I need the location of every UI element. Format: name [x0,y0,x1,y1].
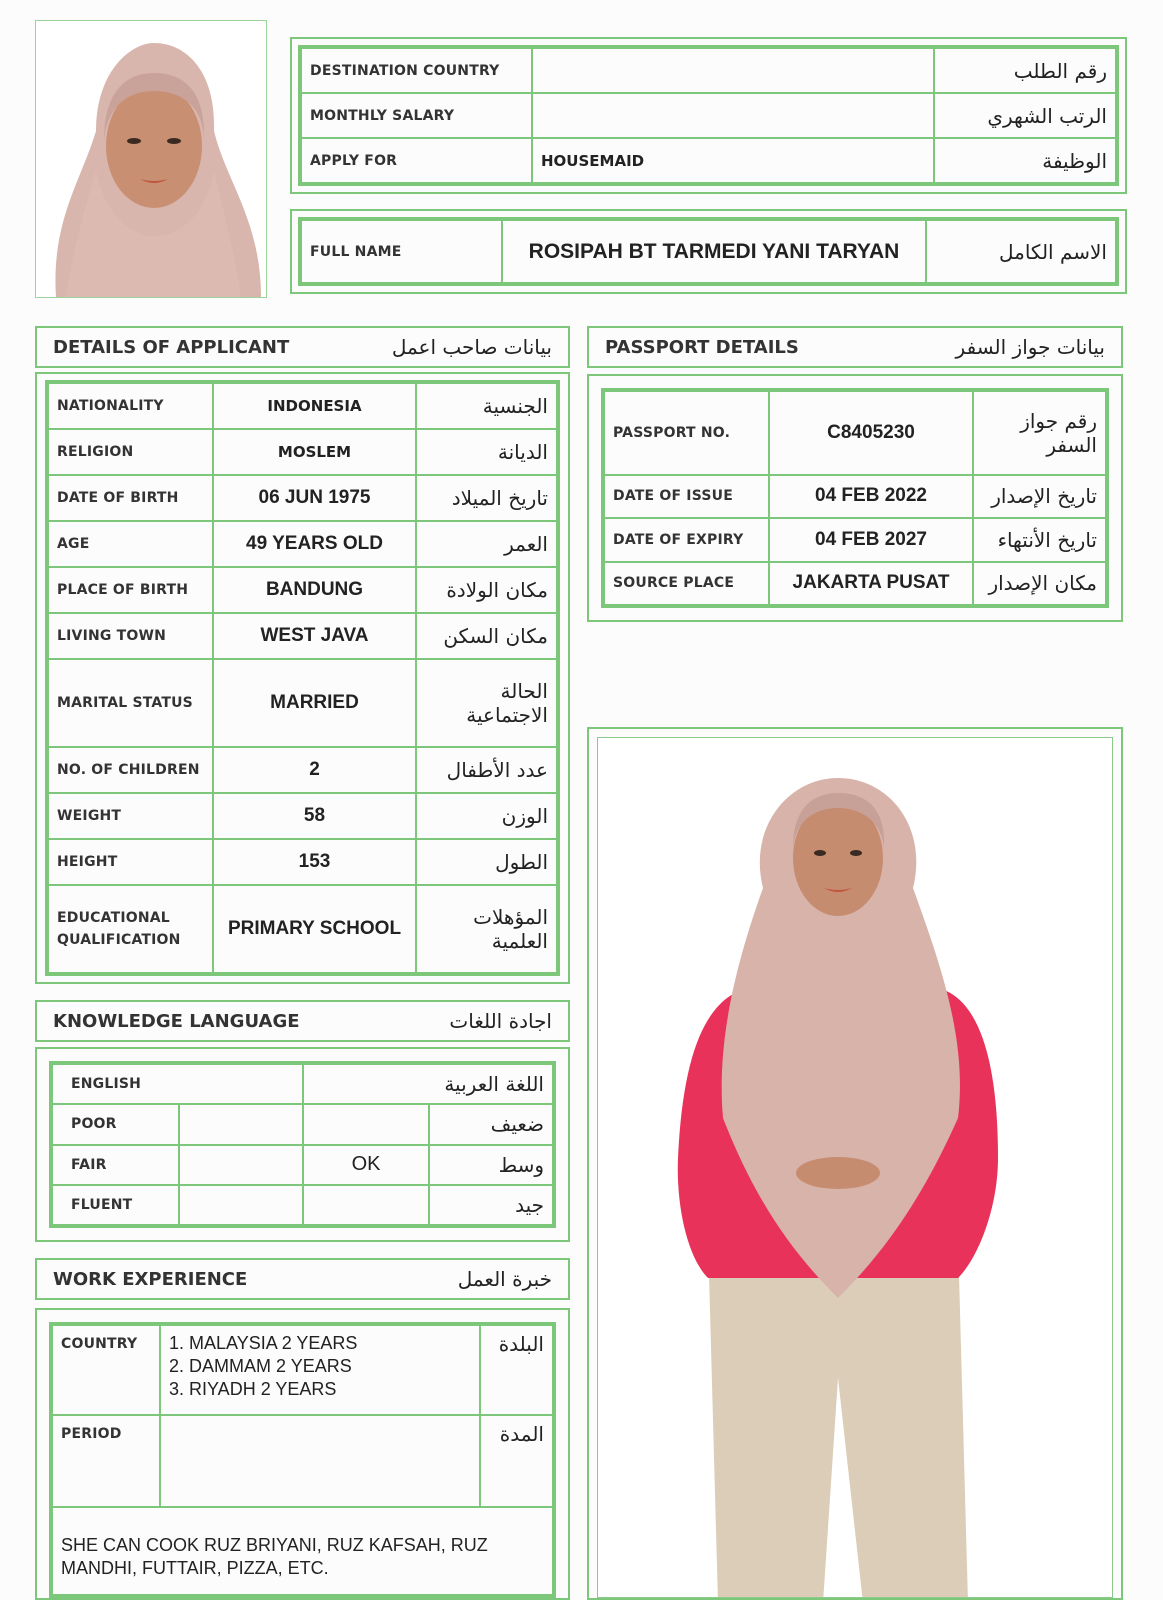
applicant-row [48,747,557,793]
dob-label: DATE OF BIRTH [48,475,213,521]
religion-label: RELIGION [48,429,213,475]
applicant-row [48,429,557,475]
fluent-label-ar: جيد [429,1185,553,1225]
job-info-frame [290,37,1127,194]
education-label-ar: المؤهلات العلمية [416,885,557,973]
nationality-value: INDONESIA [213,383,416,429]
religion-label-ar: الديانة [416,429,557,475]
dob-label-ar: تاريخ الميلاد [416,475,557,521]
cooking-note: SHE CAN COOK RUZ BRIYANI, RUZ KAFSAH, RUZ MANDHI, FUTTAIR, PIZZA, ETC. [52,1507,553,1595]
english-label: ENGLISH [52,1064,303,1104]
applicant-row [48,659,557,747]
fair-label: FAIR [52,1145,179,1185]
period-value [160,1415,480,1507]
passport-section-header [587,326,1123,368]
apply-for-value: HOUSEMAID [532,138,934,183]
applicant-section-title-ar: بيانات صاحب اعمل [391,335,552,359]
fluent-english-value [179,1185,303,1225]
education-value: PRIMARY SCHOOL [213,885,416,973]
country-item: 1. MALAYSIA 2 YEARS [169,1333,358,1353]
applicant-row [48,521,557,567]
full-name-frame [290,209,1127,294]
full-name-value: ROSIPAH BT TARMEDI YANI TARYAN [502,220,926,283]
applicant-section-title: DETAILS OF APPLICANT [53,336,290,358]
applicant-row [48,567,557,613]
full-body-photo-frame [587,727,1123,1600]
poor-arabic-value [303,1104,429,1144]
place-of-birth-label: PLACE OF BIRTH [48,567,213,613]
period-label: PERIOD [52,1415,160,1507]
children-label: NO. OF CHILDREN [48,747,213,793]
fair-label-ar: وسط [429,1145,553,1185]
applicant-row [48,475,557,521]
full-body-photo [597,737,1113,1598]
passport-section-title-ar: بيانات جواز السفر [955,335,1105,359]
living-town-label-ar: مكان السكن [416,613,557,659]
dob-value: 06 JUN 1975 [213,475,416,521]
weight-value: 58 [213,793,416,839]
arabic-language-label: اللغة العربية [303,1064,553,1104]
height-value: 153 [213,839,416,885]
date-of-issue-label: DATE OF ISSUE [604,475,769,518]
work-section-header [35,1258,570,1300]
poor-english-value [179,1104,303,1144]
fluent-label: FLUENT [52,1185,179,1225]
nationality-label-ar: الجنسية [416,383,557,429]
nationality-label: NATIONALITY [48,383,213,429]
period-label-ar: المدة [480,1415,553,1507]
date-of-expiry-value: 04 FEB 2027 [769,518,973,561]
place-of-birth-label-ar: مكان الولادة [416,567,557,613]
children-value: 2 [213,747,416,793]
religion-value: MOSLEM [213,429,416,475]
age-label-ar: العمر [416,521,557,567]
applicant-row [48,885,557,973]
age-value: 49 YEARS OLD [213,521,416,567]
passport-no-label: PASSPORT NO. [604,391,769,475]
country-label-ar: البلدة [480,1325,553,1415]
destination-value [532,48,934,93]
applicant-row [48,383,557,429]
height-label: HEIGHT [48,839,213,885]
poor-label-ar: ضعيف [429,1104,553,1144]
applicant-row [48,613,557,659]
salary-label: MONTHLY SALARY [301,93,532,138]
portrait-photo [35,20,267,298]
children-label-ar: عدد الأطفال [416,747,557,793]
language-section-title: KNOWLEDGE LANGUAGE [53,1010,300,1032]
full-name-label: FULL NAME [301,220,502,283]
applicant-section-header [35,326,570,368]
source-place-label-ar: مكان الإصدار [973,562,1106,605]
language-frame [35,1047,570,1242]
country-list [160,1325,480,1415]
education-label: EDUCATIONAL QUALIFICATION [48,885,213,973]
height-label-ar: الطول [416,839,557,885]
fluent-arabic-value [303,1185,429,1225]
source-place-label: SOURCE PLACE [604,562,769,605]
weight-label-ar: الوزن [416,793,557,839]
applicant-details-frame [35,372,570,984]
destination-label: DESTINATION COUNTRY [301,48,532,93]
marital-status-label-ar: الحالة الاجتماعية [416,659,557,747]
passport-section-title: PASSPORT DETAILS [605,336,799,358]
living-town-label: LIVING TOWN [48,613,213,659]
country-item: 2. DAMMAM 2 YEARS [169,1356,352,1376]
fair-arabic-value: OK [303,1145,429,1185]
country-item: 3. RIYADH 2 YEARS [169,1379,337,1399]
passport-details-frame [587,374,1123,622]
place-of-birth-value: BANDUNG [213,567,416,613]
work-section-title-ar: خبرة العمل [457,1267,552,1291]
language-section-title-ar: اجادة اللغات [449,1009,552,1033]
marital-status-label: MARITAL STATUS [48,659,213,747]
fair-english-value [179,1145,303,1185]
source-place-value: JAKARTA PUSAT [769,562,973,605]
full-name-label-ar: الاسم الكامل [926,220,1116,283]
poor-label: POOR [52,1104,179,1144]
salary-label-ar: الرتب الشهري [934,93,1116,138]
work-experience-frame [35,1308,570,1600]
date-of-expiry-label-ar: تاريخ الأنتهاء [973,518,1106,561]
weight-label: WEIGHT [48,793,213,839]
date-of-issue-label-ar: تاريخ الإصدار [973,475,1106,518]
salary-value [532,93,934,138]
applicant-row [48,793,557,839]
work-section-title: WORK EXPERIENCE [53,1268,248,1290]
country-label: COUNTRY [52,1325,160,1415]
language-section-header [35,1000,570,1042]
age-label: AGE [48,521,213,567]
date-of-issue-value: 04 FEB 2022 [769,475,973,518]
applicant-row [48,839,557,885]
date-of-expiry-label: DATE OF EXPIRY [604,518,769,561]
living-town-value: WEST JAVA [213,613,416,659]
passport-no-label-ar: رقم جواز السفر [973,391,1106,475]
marital-status-value: MARRIED [213,659,416,747]
apply-for-label: APPLY FOR [301,138,532,183]
passport-no-value: C8405230 [769,391,973,475]
destination-label-ar: رقم الطلب [934,48,1116,93]
apply-for-label-ar: الوظيفة [934,138,1116,183]
